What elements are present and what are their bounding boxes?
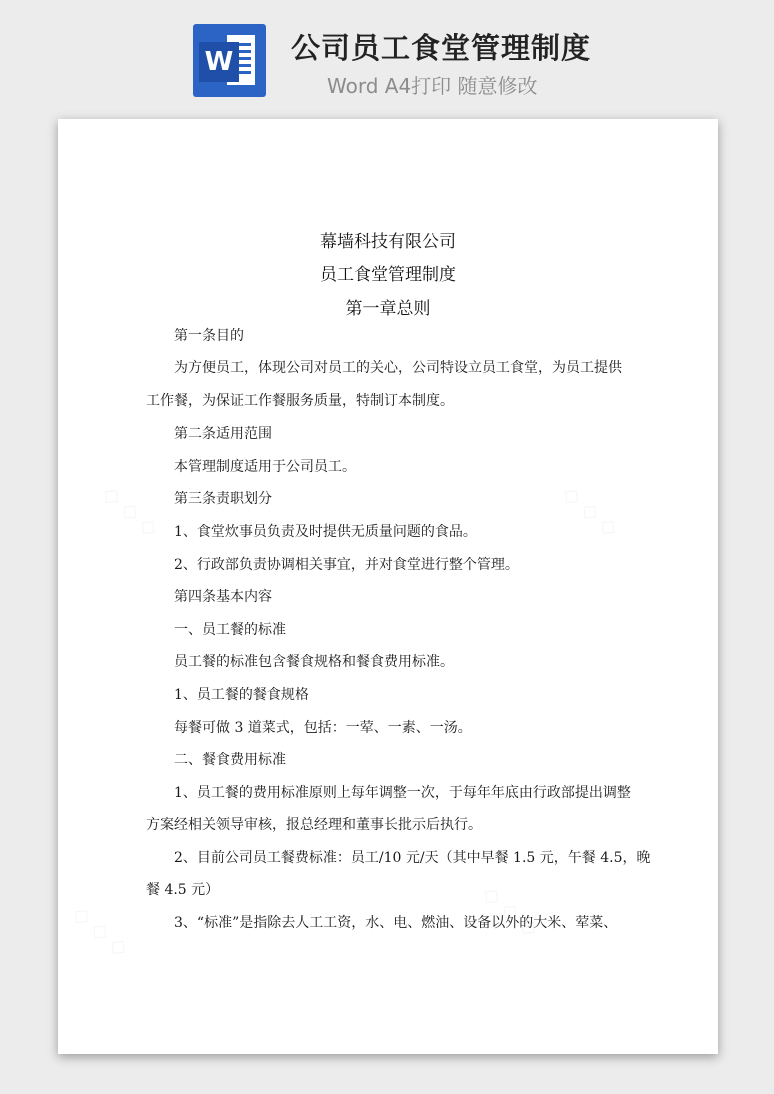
word-doc-icon xyxy=(193,24,266,97)
paragraph-line: 每餐可做 3 道菜式，包括：一荤、一素、一汤。 xyxy=(174,720,472,736)
paragraph-line: 本管理制度适用于公司员工。 xyxy=(174,459,356,475)
company-name: 幕墙科技有限公司 xyxy=(320,232,456,252)
header-subtitle: Word A4打印 随意修改 xyxy=(327,74,538,98)
section-heading: 一、员工餐的标准 xyxy=(174,622,286,638)
paragraph-line: 员工餐的标准包含餐食规格和餐食费用标准。 xyxy=(174,654,454,670)
header-title: 公司员工食堂管理制度 xyxy=(291,31,592,65)
word-letter: W xyxy=(199,42,239,82)
paragraph-line: 方案经相关领导审核，报总经理和董事长批示后执行。 xyxy=(146,817,482,833)
preview-header xyxy=(0,0,774,118)
chapter-heading: 第一章总则 xyxy=(345,299,431,319)
watermark xyxy=(98,481,164,542)
paragraph-line: 工作餐，为保证工作餐服务质量，特制订本制度。 xyxy=(146,393,454,409)
document-title: 员工食堂管理制度 xyxy=(320,265,456,285)
watermark xyxy=(68,901,134,962)
paragraph-line: 1、员工餐的费用标准原则上每年调整一次，于每年年底由行政部提出调整 xyxy=(174,785,631,801)
watermark xyxy=(558,481,624,542)
article-heading: 第三条责职划分 xyxy=(174,491,272,507)
article-heading: 第一条目的 xyxy=(174,328,244,344)
paragraph-line: 3、“标准”是指除去人工工资，水、电、燃油、设备以外的大米、荤菜、 xyxy=(174,915,618,931)
subsection-heading: 1、员工餐的餐食规格 xyxy=(174,687,309,703)
document-page xyxy=(58,119,718,1054)
section-heading: 二、餐食费用标准 xyxy=(174,752,286,768)
paragraph-line: 为方便员工，体现公司对员工的关心，公司特设立员工食堂，为员工提供 xyxy=(174,360,622,376)
paragraph-line: 2、行政部负责协调相关事宜，并对食堂进行整个管理。 xyxy=(174,557,519,573)
paragraph-line: 餐 4.5 元） xyxy=(146,882,220,898)
paragraph-line: 1、食堂炊事员负责及时提供无质量问题的食品。 xyxy=(174,524,477,540)
article-heading: 第二条适用范围 xyxy=(174,426,272,442)
paragraph-line: 2、目前公司员工餐费标准：员工/10 元/天（其中早餐 1.5 元，午餐 4.5，晚 xyxy=(174,850,651,866)
article-heading: 第四条基本内容 xyxy=(174,589,272,605)
